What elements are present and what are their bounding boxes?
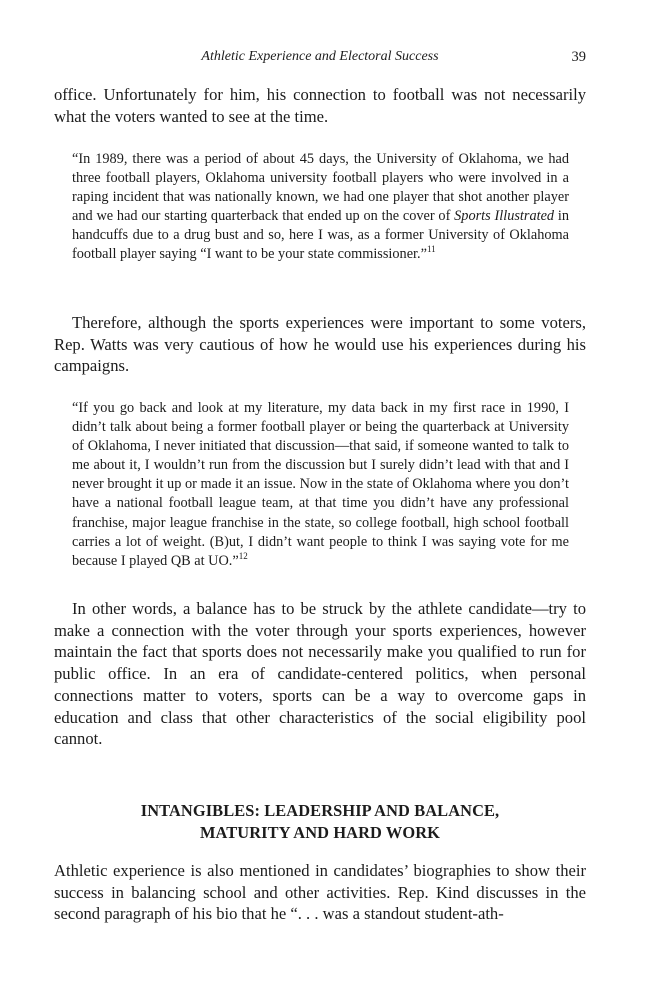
- block-quote-1: [72, 150, 569, 265]
- body-paragraph-3: In other words, a balance has to be struck by the athlete candidate—try to make a connection with the voter through your sports experiences, however maintain the fact that sports does not necessarily make you qualified to run for public office. In an era of candidate-centered politics, when personal connections matter to voters, sports can be a way to overcome gaps in education and class that other characteristics of the social eligibility pool cannot.: [54, 599, 586, 749]
- section-heading-line-1: INTANGIBLES: LEADERSHIP AND BALANCE,: [140, 801, 500, 820]
- section-heading-line-2: MATURITY AND HARD WORK: [199, 823, 441, 842]
- body-paragraph-1: office. Unfortunately for him, his connection to football was not necessarily what the voters wanted to see at the time.: [54, 85, 586, 126]
- quote-1-text-part-2: in handcuffs due to a drug bust and so, here I was, as a former University of Oklahoma football player saying “I want to be your state commissioner.”: [72, 208, 569, 263]
- running-title: Athletic Experience and Electoral Success: [201, 49, 439, 64]
- block-quote-2: [72, 399, 569, 571]
- quote-2-text: “If you go back and look at my literature, my data back in my first race in 1990, I didn’t talk about being a former football player or being the quarterback at University of Oklahoma, I never initiated that discussion—that said, if someone wanted to talk to me about it, I wouldn’t run from the discussion but I surely didn’t lead with that and I never brought it up or made it an issue. Now in the state of Oklahoma where you don’t have a national football league team, at that time you didn’t have any professional franchise, major league franchise in the state, so college football, high school football carries a lot of weight. (B)ut, I didn’t want people to think I was saying vote for me because I played QB at UO.”: [72, 400, 569, 569]
- footnote-marker-12: 12: [238, 550, 248, 561]
- footnote-marker-11: 11: [426, 244, 436, 255]
- section-heading: [54, 800, 586, 844]
- body-paragraph-2: Therefore, although the sports experiences were important to some voters, Rep. Watts was very cautious of how he would use his experiences during his campaigns.: [54, 313, 586, 376]
- quote-1-italic-title: Sports Illustrated: [454, 208, 555, 225]
- page-number: 39: [571, 49, 586, 65]
- running-head: [54, 47, 586, 67]
- body-paragraph-4: Athletic experience is also mentioned in candidates’ biographies to show their success in balancing school and other activities. Rep. Kind discusses in the second paragraph of his bio that he “. . . was a standout student-ath-: [54, 861, 586, 924]
- quote-1-text-part-1: “In 1989, there was a period of about 45 days, the University of Oklahoma, we had three football players, Oklahoma university football players who were involved in a raping incident that was nationally known, we had one player that shot another player and we had our starting quarterback that ended up on the cover of: [72, 151, 569, 225]
